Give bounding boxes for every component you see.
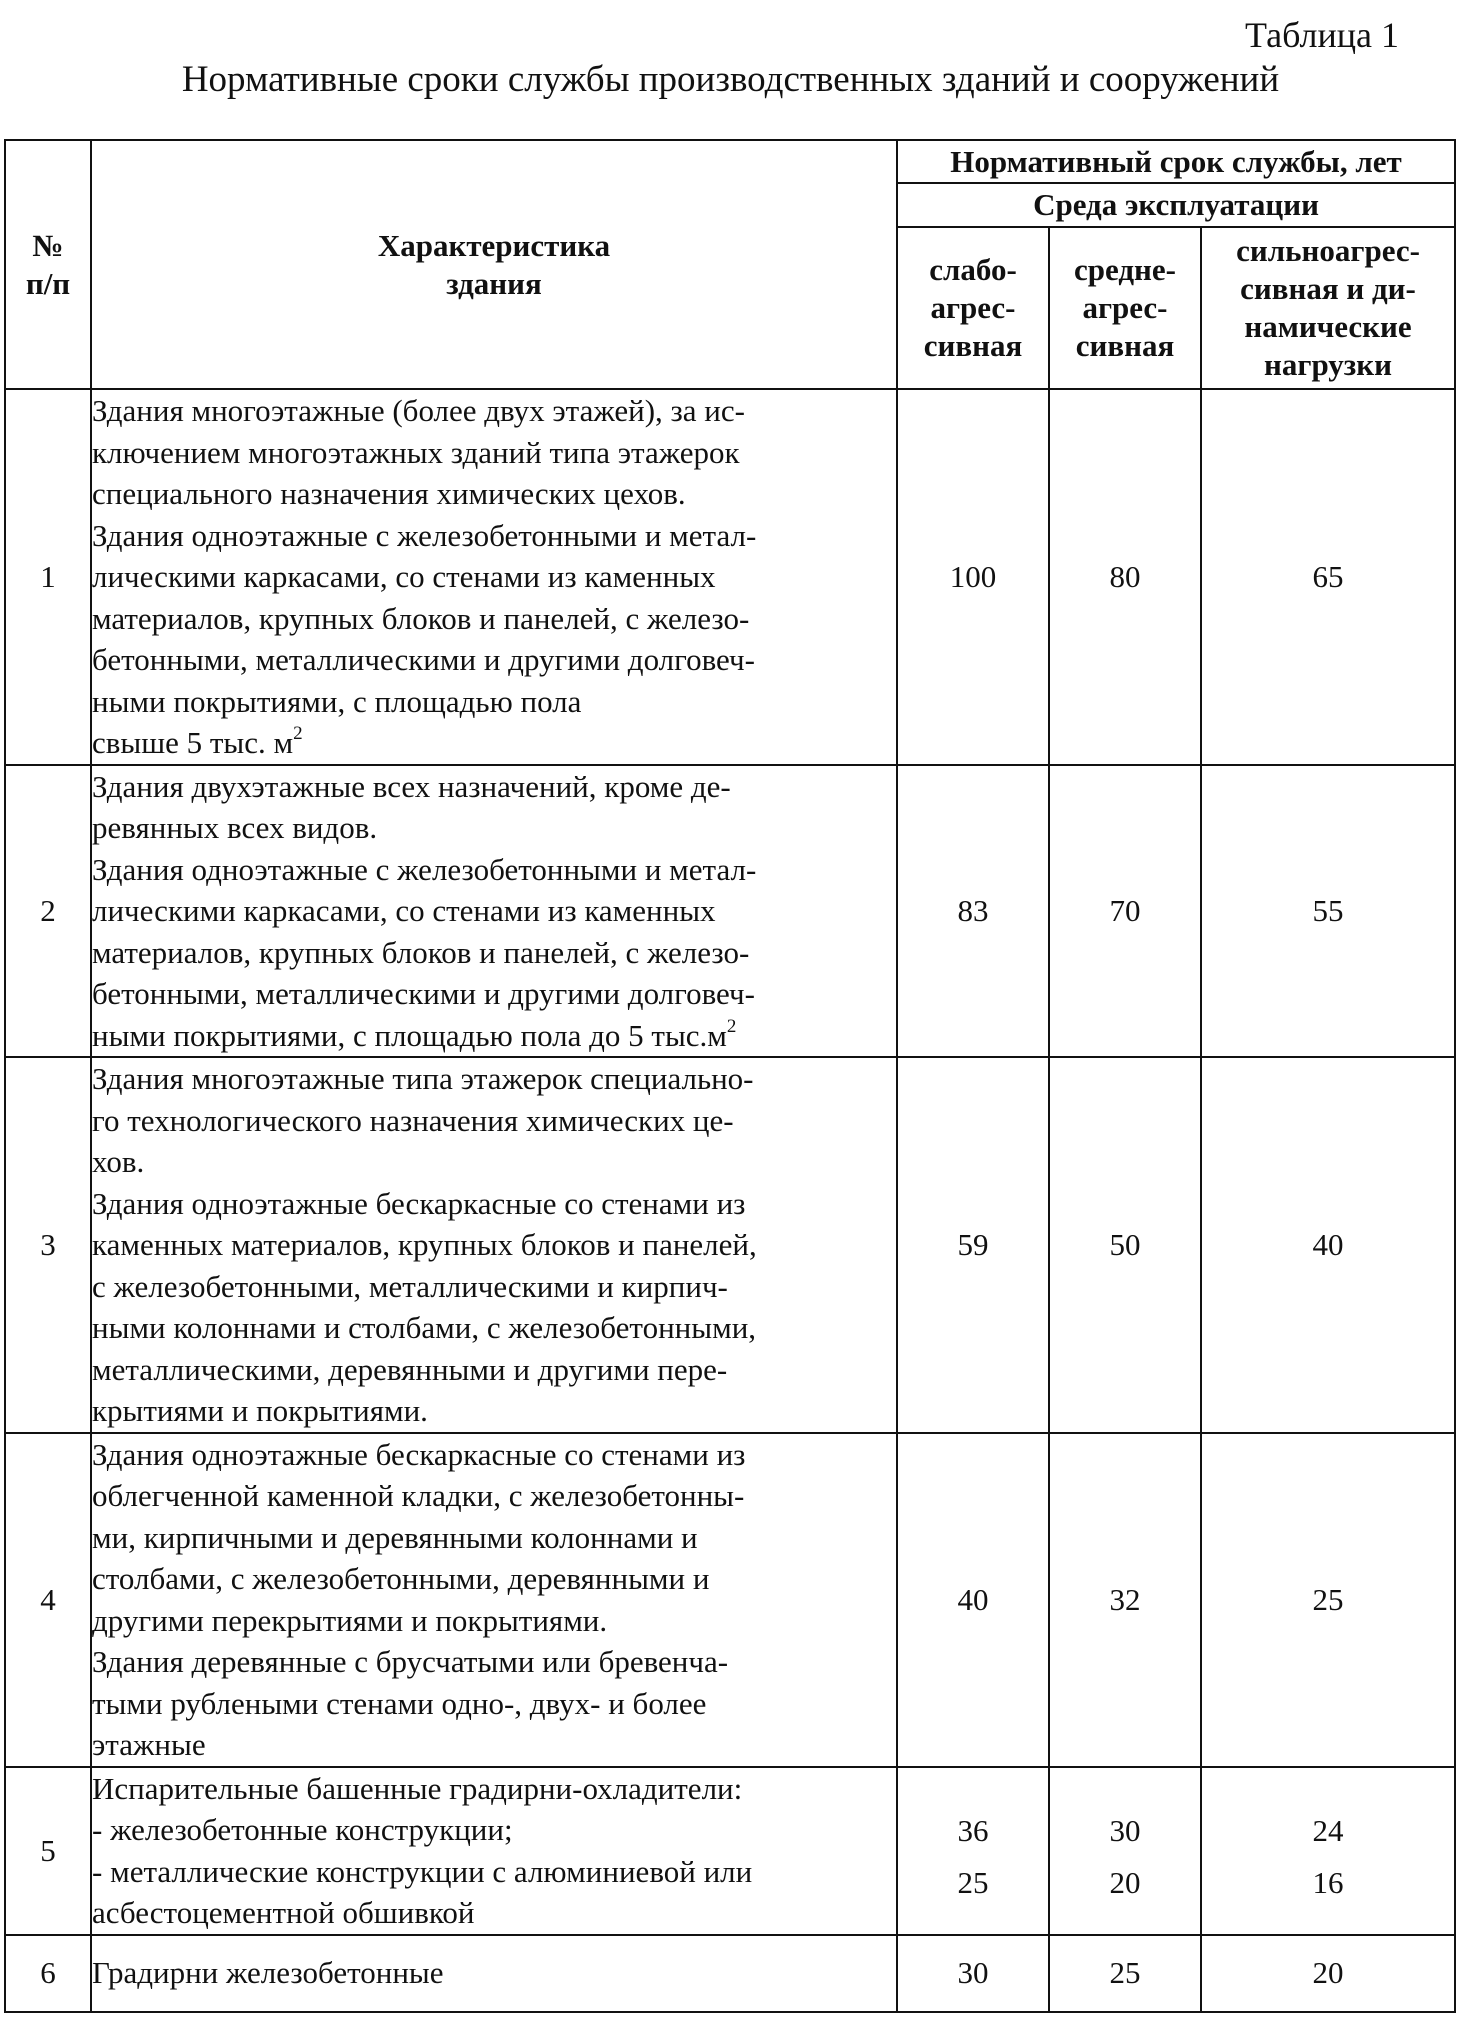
- value-weak: 40: [897, 1433, 1049, 1767]
- value-strong: 25: [1201, 1433, 1455, 1767]
- value-strong: 20: [1201, 1935, 1455, 2012]
- header-num: № п/п: [5, 140, 91, 389]
- value-strong: 24 16: [1201, 1767, 1455, 1935]
- value-medium: 70: [1049, 765, 1201, 1058]
- row-number: 1: [5, 389, 91, 765]
- value-medium: 30 20: [1049, 1767, 1201, 1935]
- row-number: 5: [5, 1767, 91, 1935]
- header-env-weak: слабо- агрес- сивная: [897, 227, 1049, 389]
- row-number: 2: [5, 765, 91, 1058]
- row-number: 6: [5, 1935, 91, 2012]
- value-medium: 50: [1049, 1057, 1201, 1433]
- value-weak: 83: [897, 765, 1049, 1058]
- header-env-strong: сильноагрес- сивная и ди- намические нагрузки: [1201, 227, 1455, 389]
- row-number: 3: [5, 1057, 91, 1433]
- row-description: Здания многоэтажные (более двух этажей), за ис- ключением многоэтажных зданий типа этажерок специального назначения химических цехов. Здания одноэтажные с железобетонными и метал- лическими каркасами, со стенами из каменных материалов, крупных блоков и панелей, с железо- бетонными, металлическими и другими долговеч- ными покрытиями, с площадью пола свыше 5 тыс. $м^2$: [91, 389, 897, 765]
- row-description: Здания двухэтажные всех назначений, кроме де- ревянных всех видов. Здания одноэтажные с железобетонными и метал- лическими каркасами, со стенами из каменных материалов, крупных блоков и панелей, с железо- бетонными, металлическими и другими долговеч- ными покрытиями, с площадью пола до 5 $тыс.м^2$: [91, 765, 897, 1058]
- value-medium: 32: [1049, 1433, 1201, 1767]
- table-row: [5, 1057, 1455, 1433]
- row-number: 4: [5, 1433, 91, 1767]
- table-title: Нормативные сроки службы производственных зданий и сооружений: [181, 59, 1280, 100]
- value-medium: 25: [1049, 1935, 1201, 2012]
- row-description: Здания одноэтажные бескаркасные со стенами из облегченной каменной кладки, с железобетонны- ми, кирпичными и деревянными колоннами и столбами, с железобетонными, деревянными и другими перекрытиями и покрытиями. Здания деревянные с брусчатыми или бревенча- тыми рублеными стенами одно-, двух- и более этажные: [91, 1433, 897, 1767]
- table-row: [5, 1935, 1455, 2012]
- table-label: Таблица 1: [1245, 15, 1399, 55]
- service-life-table: [4, 139, 1456, 2013]
- row-description: Градирни железобетонные: [91, 1935, 897, 2012]
- value-weak: 59: [897, 1057, 1049, 1433]
- header-service-life: Нормативный срок службы, лет: [897, 140, 1455, 183]
- header-characteristic: Характеристика здания: [91, 140, 897, 389]
- table-row: [5, 1433, 1455, 1767]
- header-environment: Среда эксплуатации: [897, 183, 1455, 227]
- table-row: [5, 389, 1455, 765]
- value-weak: 30: [897, 1935, 1049, 2012]
- value-strong: 40: [1201, 1057, 1455, 1433]
- value-strong: 55: [1201, 765, 1455, 1058]
- header-env-medium: средне- агрес- сивная: [1049, 227, 1201, 389]
- value-strong: 65: [1201, 389, 1455, 765]
- row-description: Здания многоэтажные типа этажерок специально- го технологического назначения химических це- хов. Здания одноэтажные бескаркасные со стенами из каменных материалов, крупных блоков и панелей, с железобетонными, металлическими и кирпич- ными колоннами и столбами, с железобетонными, металлическими, деревянными и другими пере- крытиями и покрытиями.: [91, 1057, 897, 1433]
- value-weak: 36 25: [897, 1767, 1049, 1935]
- table-row: [5, 765, 1455, 1058]
- table-row: [5, 1767, 1455, 1935]
- value-weak: 100: [897, 389, 1049, 765]
- value-medium: 80: [1049, 389, 1201, 765]
- row-description: Испарительные башенные градирни-охладители: - железобетонные конструкции; - металлические конструкции с алюминиевой или асбестоцементной обшивкой: [91, 1767, 897, 1935]
